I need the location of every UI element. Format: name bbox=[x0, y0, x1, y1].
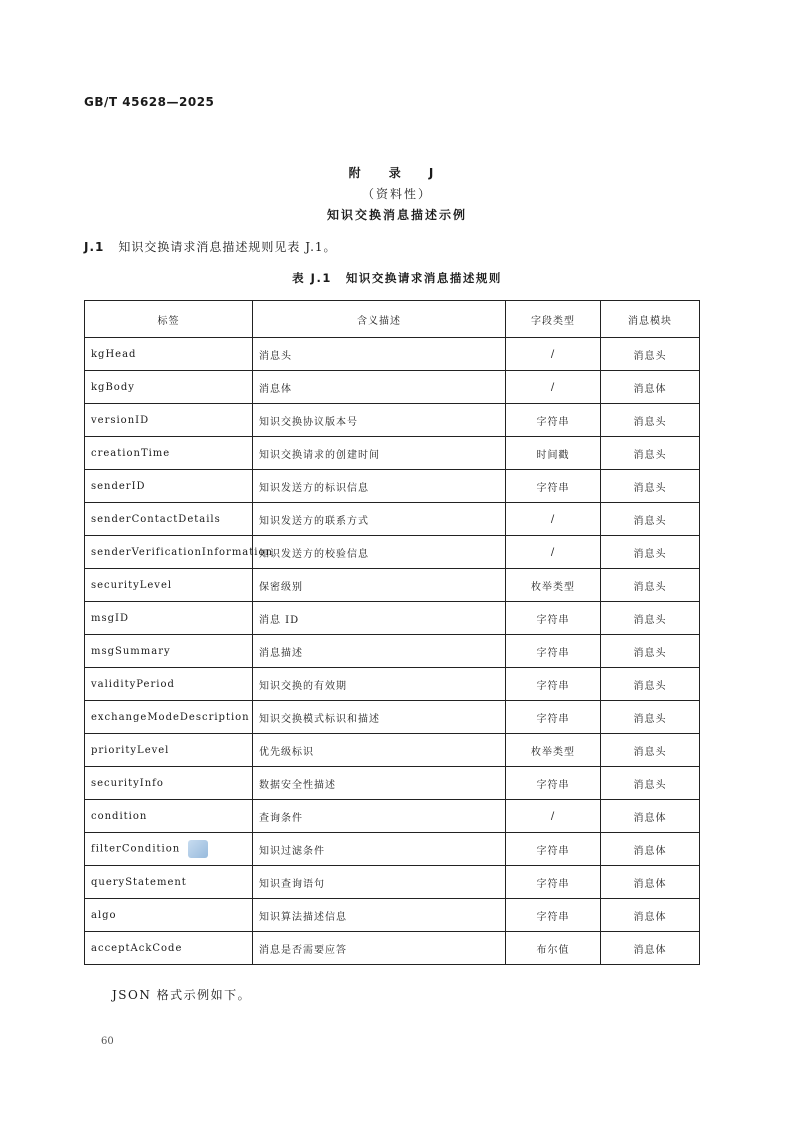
cell-description bbox=[253, 899, 506, 932]
cell-module-text: 消息头 bbox=[633, 581, 667, 593]
cell-module-text: 消息头 bbox=[633, 713, 667, 725]
cell-description-text: 消息 ID bbox=[259, 614, 300, 626]
table-row bbox=[85, 668, 700, 701]
cell-description bbox=[253, 635, 506, 668]
cell-field-type-text: / bbox=[550, 513, 556, 525]
cell-field-type-text: 字符串 bbox=[536, 878, 570, 890]
cell-tag bbox=[85, 536, 273, 569]
cell-tag-text: senderContactDetails bbox=[91, 513, 221, 525]
cell-tag bbox=[85, 932, 253, 965]
table-row bbox=[85, 899, 700, 932]
cell-description bbox=[253, 734, 506, 767]
cell-module bbox=[601, 734, 700, 767]
table-row bbox=[85, 800, 700, 833]
cell-module bbox=[601, 470, 700, 503]
cell-description bbox=[253, 800, 506, 833]
table-header-row bbox=[85, 301, 700, 338]
cell-module-text: 消息头 bbox=[633, 614, 667, 626]
cell-field-type-text: 布尔值 bbox=[536, 944, 570, 956]
cell-tag bbox=[85, 833, 253, 866]
table-row bbox=[85, 602, 700, 635]
cell-description-text: 优先级标识 bbox=[259, 746, 314, 758]
cell-tag-text: kgHead bbox=[91, 348, 137, 360]
cell-tag bbox=[85, 404, 253, 437]
table-row bbox=[85, 371, 700, 404]
table-row bbox=[85, 569, 700, 602]
cell-field-type bbox=[506, 338, 601, 371]
cell-tag-text: senderID bbox=[91, 480, 146, 492]
cell-module bbox=[601, 701, 700, 734]
cell-tag bbox=[85, 503, 253, 536]
cell-tag-text: securityInfo bbox=[91, 777, 164, 789]
cell-field-type bbox=[506, 470, 601, 503]
cell-tag-text: securityLevel bbox=[91, 579, 173, 591]
cell-description bbox=[253, 668, 506, 701]
header-field-type: 字段类型 bbox=[506, 301, 601, 338]
cell-tag-text: exchangeModeDescription bbox=[91, 711, 250, 723]
cell-description-text: 消息体 bbox=[259, 383, 292, 395]
table-row bbox=[85, 767, 700, 800]
cell-module bbox=[601, 371, 700, 404]
header-tag: 标签 bbox=[85, 301, 253, 338]
cell-tag-text: filterCondition bbox=[91, 843, 181, 855]
cell-field-type-text: / bbox=[550, 348, 556, 360]
table-row bbox=[85, 338, 700, 371]
cell-tag-text: acceptAckCode bbox=[91, 942, 183, 954]
cell-module bbox=[601, 833, 700, 866]
cell-module bbox=[601, 899, 700, 932]
cell-field-type-text: 字符串 bbox=[536, 614, 570, 626]
cell-tag-text: queryStatement bbox=[91, 876, 187, 888]
cell-module-text: 消息体 bbox=[633, 911, 667, 923]
cell-field-type bbox=[506, 767, 601, 800]
cell-tag-text: condition bbox=[91, 810, 148, 822]
cell-field-type bbox=[506, 371, 601, 404]
cell-description-text: 知识交换协议版本号 bbox=[259, 416, 358, 428]
cell-module-text: 消息头 bbox=[633, 350, 667, 362]
table-caption-number: 表 J.1 bbox=[292, 271, 332, 285]
cell-field-type bbox=[506, 602, 601, 635]
cell-description-text: 知识发送方的标识信息 bbox=[259, 482, 369, 494]
cell-tag-text: validityPeriod bbox=[91, 678, 175, 690]
annex-type: （资料性） bbox=[361, 187, 432, 201]
annex-title: 知识交换消息描述示例 bbox=[326, 208, 467, 222]
table-caption-title: 知识交换请求消息描述规则 bbox=[345, 271, 502, 285]
cell-tag-text: msgID bbox=[91, 612, 129, 624]
cell-module bbox=[601, 569, 700, 602]
cell-description bbox=[253, 437, 506, 470]
cell-module bbox=[601, 635, 700, 668]
cell-field-type bbox=[506, 536, 601, 569]
cell-description bbox=[253, 701, 506, 734]
cell-description bbox=[253, 371, 506, 404]
cell-description-text: 查询条件 bbox=[259, 812, 303, 824]
cell-description-text: 消息是否需要应答 bbox=[259, 944, 347, 956]
cell-field-type bbox=[506, 569, 601, 602]
table-body bbox=[85, 338, 700, 965]
cell-tag bbox=[85, 569, 253, 602]
cell-field-type-text: 字符串 bbox=[536, 647, 570, 659]
table-caption bbox=[0, 270, 794, 286]
cell-module-text: 消息头 bbox=[633, 449, 667, 461]
cell-tag bbox=[85, 668, 253, 701]
page-number: 60 bbox=[101, 1036, 114, 1047]
cell-module-text: 消息头 bbox=[633, 647, 667, 659]
cell-field-type bbox=[506, 635, 601, 668]
watermark-stamp-icon bbox=[188, 840, 208, 858]
header-module: 消息模块 bbox=[601, 301, 700, 338]
cell-description-text: 保密级别 bbox=[259, 581, 303, 593]
cell-module-text: 消息头 bbox=[633, 515, 667, 527]
cell-module-text: 消息头 bbox=[633, 779, 667, 791]
cell-field-type-text: 枚举类型 bbox=[531, 746, 575, 758]
cell-field-type-text: 字符串 bbox=[536, 482, 570, 494]
cell-module bbox=[601, 536, 700, 569]
cell-field-type-text: 字符串 bbox=[536, 713, 570, 725]
cell-field-type-text: 时间戳 bbox=[536, 449, 570, 461]
cell-module-text: 消息头 bbox=[633, 416, 667, 428]
cell-field-type bbox=[506, 701, 601, 734]
cell-description-text: 知识算法描述信息 bbox=[259, 911, 347, 923]
cell-tag-text: msgSummary bbox=[91, 645, 171, 657]
cell-tag bbox=[85, 470, 253, 503]
cell-tag-text: creationTime bbox=[91, 447, 171, 459]
cell-description-text: 消息头 bbox=[259, 350, 292, 362]
cell-module bbox=[601, 866, 700, 899]
cell-module bbox=[601, 338, 700, 371]
cell-tag bbox=[85, 371, 253, 404]
cell-field-type bbox=[506, 668, 601, 701]
cell-description bbox=[253, 470, 506, 503]
table-row bbox=[85, 470, 700, 503]
cell-field-type-text: 字符串 bbox=[536, 779, 570, 791]
json-example-note: JSON 格式示例如下。 bbox=[112, 988, 252, 1002]
cell-description bbox=[253, 536, 506, 569]
cell-field-type bbox=[506, 899, 601, 932]
cell-module-text: 消息头 bbox=[633, 680, 667, 692]
cell-field-type-text: 字符串 bbox=[536, 911, 570, 923]
table-row bbox=[85, 635, 700, 668]
cell-description-text: 知识发送方的校验信息 bbox=[259, 548, 369, 560]
table-row bbox=[85, 536, 700, 569]
table-row bbox=[85, 833, 700, 866]
cell-tag bbox=[85, 734, 253, 767]
cell-description bbox=[253, 404, 506, 437]
cell-description-text: 知识查询语句 bbox=[259, 878, 325, 890]
cell-module bbox=[601, 800, 700, 833]
cell-module-text: 消息头 bbox=[633, 482, 667, 494]
cell-field-type bbox=[506, 932, 601, 965]
cell-field-type-text: / bbox=[550, 546, 556, 558]
clause-j1 bbox=[84, 238, 337, 255]
cell-tag bbox=[85, 767, 253, 800]
cell-module bbox=[601, 404, 700, 437]
cell-module bbox=[601, 503, 700, 536]
cell-module-text: 消息体 bbox=[633, 383, 667, 395]
cell-description-text: 知识发送方的联系方式 bbox=[259, 515, 369, 527]
cell-field-type-text: / bbox=[550, 810, 556, 822]
cell-description-text: 数据安全性描述 bbox=[259, 779, 336, 791]
cell-field-type bbox=[506, 503, 601, 536]
cell-description bbox=[253, 569, 506, 602]
cell-tag-text: priorityLevel bbox=[91, 744, 170, 756]
table-row bbox=[85, 734, 700, 767]
table-row bbox=[85, 437, 700, 470]
clause-number: J.1 bbox=[84, 240, 105, 254]
header-description: 含义描述 bbox=[253, 301, 506, 338]
standard-number: GB/T 45628—2025 bbox=[84, 95, 215, 109]
cell-field-type bbox=[506, 734, 601, 767]
cell-module-text: 消息体 bbox=[633, 878, 667, 890]
cell-tag-text: versionID bbox=[91, 414, 150, 426]
cell-module bbox=[601, 668, 700, 701]
cell-module bbox=[601, 602, 700, 635]
clause-text: 知识交换请求消息描述规则见表 J.1。 bbox=[118, 240, 337, 254]
cell-field-type-text: 字符串 bbox=[536, 845, 570, 857]
cell-tag-text: kgBody bbox=[91, 381, 135, 393]
table-row bbox=[85, 404, 700, 437]
cell-module-text: 消息体 bbox=[633, 944, 667, 956]
cell-field-type bbox=[506, 437, 601, 470]
cell-module-text: 消息体 bbox=[633, 812, 667, 824]
cell-module-text: 消息体 bbox=[633, 845, 667, 857]
cell-field-type bbox=[506, 833, 601, 866]
cell-tag bbox=[85, 338, 253, 371]
cell-tag bbox=[85, 437, 253, 470]
cell-description-text: 知识交换请求的创建时间 bbox=[259, 449, 380, 461]
cell-field-type bbox=[506, 866, 601, 899]
cell-module-text: 消息头 bbox=[633, 548, 667, 560]
cell-module-text: 消息头 bbox=[633, 746, 667, 758]
cell-tag bbox=[85, 602, 253, 635]
cell-tag bbox=[85, 866, 253, 899]
cell-description bbox=[253, 833, 506, 866]
cell-field-type-text: 枚举类型 bbox=[531, 581, 575, 593]
cell-description-text: 消息描述 bbox=[259, 647, 303, 659]
cell-description-text: 知识过滤条件 bbox=[259, 845, 325, 857]
cell-description bbox=[253, 503, 506, 536]
cell-description bbox=[253, 932, 506, 965]
table-row bbox=[85, 701, 700, 734]
annex-label: 附 录 J bbox=[348, 166, 446, 180]
cell-description bbox=[253, 338, 506, 371]
cell-field-type-text: / bbox=[550, 381, 556, 393]
cell-field-type-text: 字符串 bbox=[536, 680, 570, 692]
cell-module bbox=[601, 932, 700, 965]
cell-tag bbox=[85, 800, 253, 833]
table-row bbox=[85, 503, 700, 536]
table-row bbox=[85, 866, 700, 899]
cell-field-type bbox=[506, 800, 601, 833]
table-row bbox=[85, 932, 700, 965]
cell-module bbox=[601, 437, 700, 470]
cell-tag bbox=[85, 635, 253, 668]
cell-tag bbox=[85, 701, 253, 734]
cell-tag bbox=[85, 899, 253, 932]
cell-description-text: 知识交换模式标识和描述 bbox=[259, 713, 380, 725]
cell-tag-text: algo bbox=[91, 909, 117, 921]
cell-field-type bbox=[506, 404, 601, 437]
cell-description bbox=[253, 866, 506, 899]
cell-description bbox=[253, 767, 506, 800]
cell-description bbox=[253, 602, 506, 635]
message-rules-table bbox=[84, 300, 700, 965]
cell-tag-text: senderVerificationInformation bbox=[91, 546, 273, 558]
cell-description-text: 知识交换的有效期 bbox=[259, 680, 347, 692]
cell-field-type-text: 字符串 bbox=[536, 416, 570, 428]
cell-module bbox=[601, 767, 700, 800]
